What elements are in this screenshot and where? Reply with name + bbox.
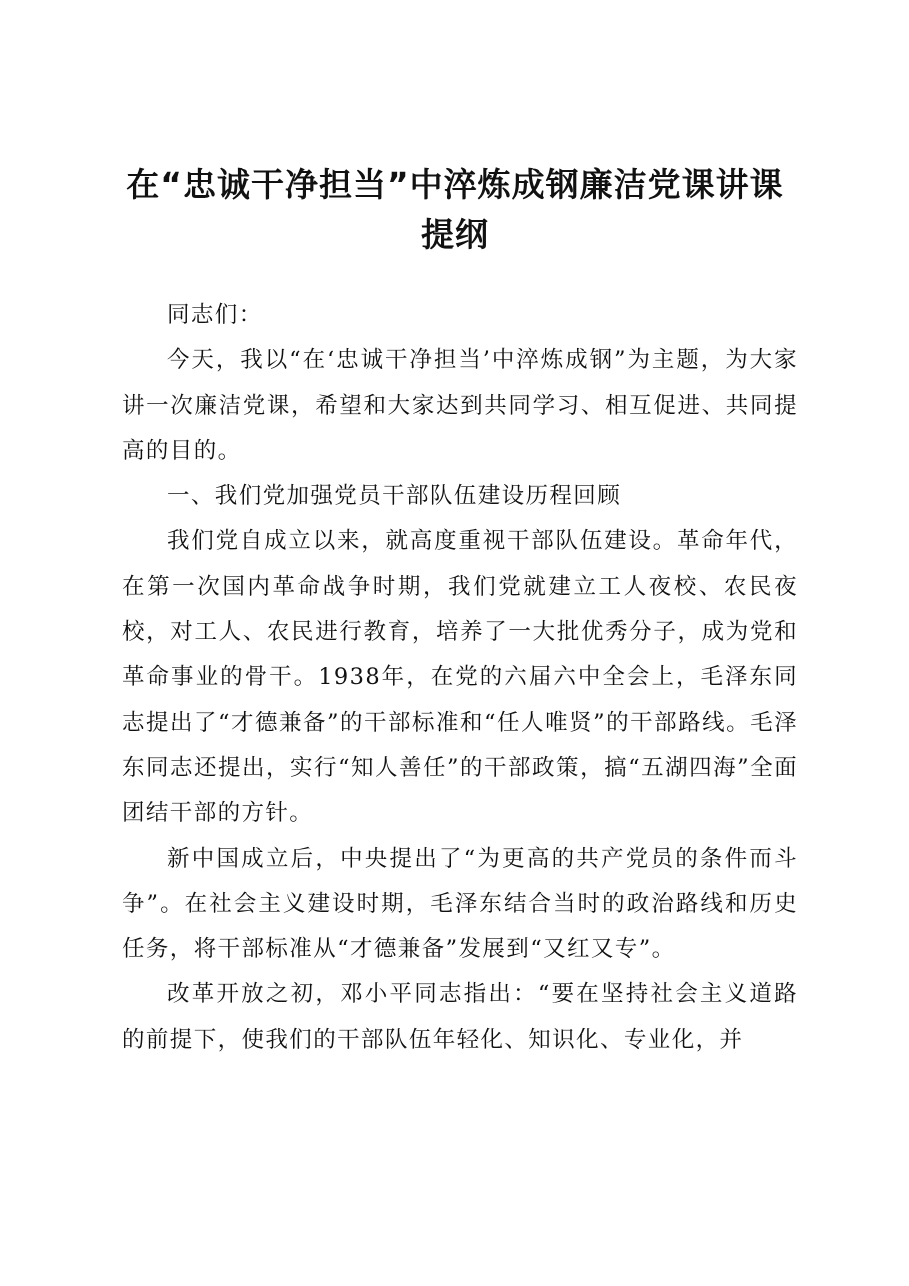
document-title: 在“忠诚干净担当”中淬炼成钢廉洁党课讲课提纲 (126, 165, 784, 254)
section-heading-1: 一、我们党加强党员干部队伍建设历程回顾 (167, 483, 622, 510)
paragraph-history-new-china: 新中国成立后，中央提出了“为更高的共产党员的条件而斗争”。在社会主义建设时期，毛泽东结合当时的政治路线和历史任务，将干部标准从“才德兼备”发展到“又红又专”。 (122, 845, 798, 963)
paragraph-history-revolution: 我们党自成立以来，就高度重视干部队伍建设。革命年代，在第一次国内革命战争时期，我们党就建立工人夜校、农民夜校，对工人、农民进行教育，培养了一大批优秀分子，成为党和革命事业的骨干。1938年，在党的六届六中全会上，毛泽东同志提出了“才德兼备”的干部标准和“任人唯贤”的干部路线。毛泽东同志还提出，实行“知人善任”的干部政策，搞“五湖四海”全面团结干部的方针。 (122, 528, 798, 827)
paragraph-history-reform: 改革开放之初，邓小平同志指出：“要在坚持社会主义道路的前提下，使我们的干部队伍年轻化、知识化、专业化，并 (122, 981, 798, 1053)
paragraph-intro: 今天，我以“在‘忠诚干净担当’中淬炼成钢”为主题，为大家讲一次廉洁党课，希望和大家达到共同学习、相互促进、共同提高的目的。 (122, 347, 798, 464)
document-body (122, 293, 798, 1063)
paragraph-greeting: 同志们： (167, 302, 263, 328)
